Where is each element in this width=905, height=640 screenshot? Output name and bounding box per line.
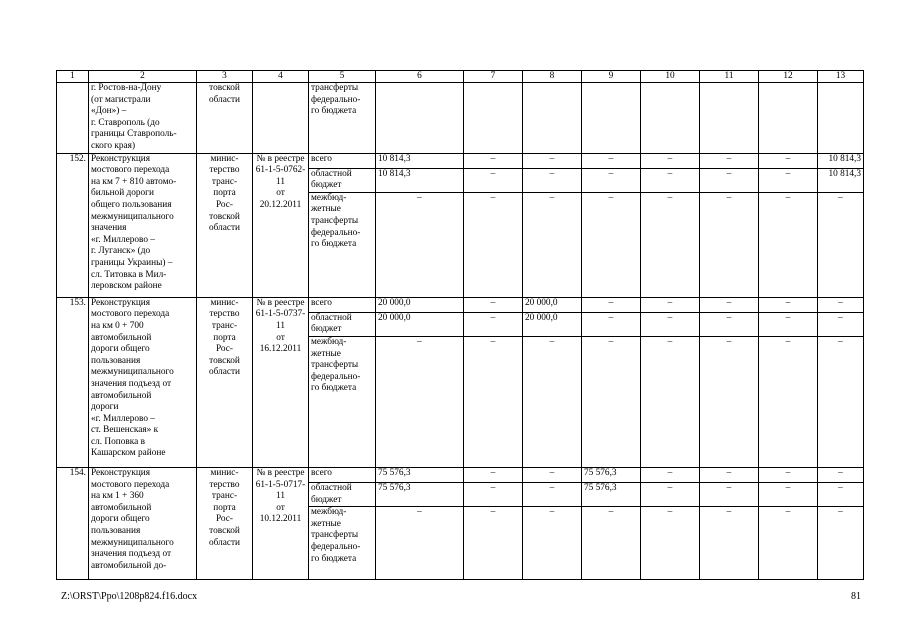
source-cell-line: межбюд- (311, 192, 347, 203)
value-cell: – (523, 507, 582, 580)
value-cell: – (759, 467, 818, 482)
registry-cell-line: от (276, 332, 285, 343)
responsible-cell-line: товской (209, 355, 240, 366)
row-number-cell: 152. (57, 153, 89, 297)
value-cell: – (464, 192, 523, 297)
registry-cell-line: от (276, 502, 285, 513)
value-cell (582, 83, 641, 154)
source-cell (309, 467, 376, 482)
value-cell: – (759, 192, 818, 297)
column-number-header: 3 (197, 71, 253, 83)
source-cell-line: федерально- (311, 371, 361, 382)
value-cell: – (464, 482, 523, 506)
object-name-cell-line: автомобильной до- (91, 560, 167, 571)
object-name-cell-line: автомобильной (91, 390, 152, 401)
value-cell: – (464, 153, 523, 168)
value-cell: – (523, 336, 582, 467)
source-cell-line: го бюджета (311, 553, 357, 564)
responsible-cell (197, 153, 253, 297)
value-cell: – (700, 482, 759, 506)
object-name-cell-line: сл. Поповка в (91, 436, 146, 447)
object-name-cell-line: г. Ростов-на-Дону (91, 83, 162, 93)
source-cell-line: трансферты (311, 530, 359, 541)
object-name-cell-line: значения (91, 223, 127, 234)
value-cell: – (700, 297, 759, 312)
object-name-cell-line: пользования (91, 525, 141, 536)
value-cell: 20 000,0 (523, 297, 582, 312)
value-cell (759, 83, 818, 154)
value-cell: – (700, 192, 759, 297)
responsible-cell-line: порта (213, 502, 236, 513)
value-cell: – (759, 312, 818, 336)
responsible-cell-line: транс- (211, 176, 238, 187)
responsible-cell (197, 467, 253, 579)
object-name-cell-line: значения подъезд от (91, 549, 172, 560)
source-cell-line: трансферты (311, 83, 359, 93)
responsible-cell-line: области (208, 94, 241, 105)
value-cell (523, 83, 582, 154)
value-cell: – (641, 312, 700, 336)
object-name-cell-line: автомобильной (91, 502, 152, 513)
source-cell-line: всего (311, 153, 332, 164)
value-cell: – (523, 482, 582, 506)
budget-table (56, 70, 864, 580)
responsible-cell (197, 297, 253, 467)
object-name-cell-line: г. Ставрополь (до (91, 117, 160, 128)
value-cell: – (464, 336, 523, 467)
column-number-header: 9 (582, 71, 641, 83)
value-cell: 75 576,3 (376, 482, 464, 506)
registry-cell (253, 297, 309, 467)
responsible-cell-line: транс- (211, 491, 238, 502)
object-name-cell-line: границы Украины) – (91, 257, 173, 268)
value-cell: – (641, 336, 700, 467)
object-name-cell (89, 467, 197, 579)
table-row (57, 467, 864, 482)
value-cell: – (523, 192, 582, 297)
source-cell (309, 336, 376, 467)
responsible-cell-line: Рос- (215, 199, 234, 210)
column-number-header: 7 (464, 71, 523, 83)
object-name-cell-line: межмуниципального (91, 537, 174, 548)
registry-cell-line: 11 (276, 176, 285, 187)
responsible-cell-line: Рос- (215, 344, 234, 355)
value-cell: 75 576,3 (376, 467, 464, 482)
value-cell: 10 814,3 (376, 168, 464, 192)
value-cell: – (700, 153, 759, 168)
responsible-cell-line: терство (209, 165, 240, 176)
registry-cell (253, 467, 309, 579)
value-cell: – (700, 467, 759, 482)
source-cell-line: всего (311, 297, 332, 308)
value-cell: – (818, 312, 864, 336)
responsible-cell-line: товской (209, 525, 240, 536)
value-cell: – (759, 168, 818, 192)
value-cell: – (641, 153, 700, 168)
value-cell: – (700, 336, 759, 467)
source-cell (309, 312, 376, 336)
value-cell: – (582, 192, 641, 297)
registry-cell-line: 11 (276, 491, 285, 502)
object-name-cell-line: Реконструкция (91, 153, 151, 164)
registry-cell-line: № в реестре (256, 297, 305, 308)
responsible-cell-line: порта (213, 188, 236, 199)
object-name-cell-line: ского края) (91, 140, 136, 151)
value-cell: 20 000,0 (376, 312, 464, 336)
object-name-cell (89, 297, 197, 467)
source-cell (309, 482, 376, 506)
source-cell-line: го бюджета (311, 106, 357, 117)
value-cell: – (818, 507, 864, 580)
column-number-header: 6 (376, 71, 464, 83)
object-name-cell-line: дороги (91, 402, 119, 413)
file-path: Z:\ORST\Ppo\1208p824.f16.docx (61, 591, 198, 602)
registry-cell-line: 61-1-5-0762- (255, 165, 306, 176)
value-cell: – (641, 168, 700, 192)
responsible-cell-line: терство (209, 309, 240, 320)
value-cell: – (759, 153, 818, 168)
value-cell: – (641, 297, 700, 312)
responsible-cell (197, 83, 253, 154)
source-cell-line: трансферты (311, 360, 359, 371)
value-cell (818, 83, 864, 154)
value-cell: 10 814,3 (818, 168, 864, 192)
value-cell: 75 576,3 (582, 467, 641, 482)
column-number-header: 1 (57, 71, 89, 83)
table-row (57, 153, 864, 168)
source-cell (309, 168, 376, 192)
responsible-cell-line: минис- (210, 467, 239, 478)
value-cell (641, 83, 700, 154)
value-cell: – (700, 312, 759, 336)
responsible-cell-line: области (208, 537, 241, 548)
responsible-cell-line: Рос- (215, 514, 234, 525)
value-cell: – (818, 467, 864, 482)
object-name-cell-line: на км 0 + 700 (91, 320, 144, 331)
value-cell: – (759, 507, 818, 580)
responsible-cell-line: области (208, 223, 241, 234)
object-name-cell (89, 153, 197, 297)
value-cell: – (582, 297, 641, 312)
object-name-cell-line: Реконструкция (91, 467, 151, 478)
source-cell-line: жетные (311, 348, 341, 359)
value-cell: 20 000,0 (523, 312, 582, 336)
source-cell-line: федерально- (311, 541, 361, 552)
value-cell: – (641, 482, 700, 506)
object-name-cell-line: автомобильной (91, 332, 152, 343)
object-name-cell-line: значения подъезд от (91, 378, 172, 389)
object-name-cell-line: дороги общего (91, 344, 150, 355)
value-cell: – (759, 482, 818, 506)
continued-row (57, 83, 864, 154)
source-cell-line: жетные (311, 518, 341, 529)
responsible-cell-line: области (208, 367, 241, 378)
value-cell: – (464, 168, 523, 192)
source-cell-line: областной (311, 312, 352, 323)
object-name-cell-line: ст. Вешенская» к (91, 425, 159, 436)
column-number-header: 13 (818, 71, 864, 83)
column-number-header: 2 (89, 71, 197, 83)
value-cell: – (818, 482, 864, 506)
value-cell: – (523, 153, 582, 168)
table-row (57, 297, 864, 312)
column-number-header: 10 (641, 71, 700, 83)
source-cell-line: го бюджета (311, 383, 357, 394)
column-number-header: 12 (759, 71, 818, 83)
value-cell: 10 814,3 (376, 153, 464, 168)
row-number-cell: 153. (57, 297, 89, 467)
source-cell-line: всего (311, 467, 332, 478)
value-cell: 75 576,3 (582, 482, 641, 506)
value-cell: – (759, 336, 818, 467)
value-cell: – (582, 153, 641, 168)
value-cell: – (582, 336, 641, 467)
value-cell (700, 83, 759, 154)
object-name-cell-line: мостового перехода (91, 479, 170, 490)
value-cell: – (464, 297, 523, 312)
responsible-cell-line: товской (209, 83, 240, 93)
header-row (57, 71, 864, 83)
registry-cell-line: № в реестре (256, 467, 305, 478)
value-cell: – (700, 507, 759, 580)
object-name-cell-line: межмуниципального (91, 211, 174, 222)
source-cell-line: областной (311, 482, 352, 493)
source-cell (309, 507, 376, 580)
registry-cell-line: 11 (276, 320, 285, 331)
object-name-cell-line: пользования (91, 355, 141, 366)
source-cell (309, 297, 376, 312)
value-cell: – (523, 467, 582, 482)
registry-cell-line: от (276, 188, 285, 199)
responsible-cell-line: порта (213, 332, 236, 343)
object-name-cell-line: Кашарском районе (91, 448, 166, 459)
object-name-cell-line: «Дон») – (91, 106, 127, 117)
responsible-cell-line: минис- (210, 153, 239, 164)
value-cell: – (818, 297, 864, 312)
source-cell-line: областной (311, 168, 352, 179)
value-cell: 20 000,0 (376, 297, 464, 312)
object-name-cell-line: границы Ставрополь- (91, 129, 177, 140)
source-cell-line: федерально- (311, 227, 361, 238)
object-name-cell-line: (от магистрали (91, 94, 151, 105)
source-cell-line: бюджет (311, 494, 342, 505)
value-cell: – (641, 467, 700, 482)
column-number-header: 8 (523, 71, 582, 83)
registry-cell (253, 83, 309, 154)
value-cell: – (582, 312, 641, 336)
source-cell-line: жетные (311, 204, 341, 215)
row-number-cell (57, 83, 89, 154)
source-cell-line: бюджет (311, 180, 342, 191)
value-cell: – (582, 507, 641, 580)
object-name-cell-line: леровском районе (91, 281, 162, 292)
value-cell: – (464, 467, 523, 482)
object-name-cell-line: «г. Миллерово – (91, 413, 155, 424)
registry-cell-line: 10.12.2011 (259, 514, 302, 525)
column-number-header: 11 (700, 71, 759, 83)
value-cell: – (376, 336, 464, 467)
source-cell (309, 153, 376, 168)
source-cell (309, 192, 376, 297)
value-cell: – (464, 312, 523, 336)
page-number: 81 (851, 591, 861, 602)
object-name-cell-line: на км 1 + 360 (91, 491, 144, 502)
object-name-cell-line: на км 7 + 810 автомо- (91, 176, 177, 187)
object-name-cell-line: общего пользования (91, 199, 172, 210)
registry-cell-line: 16.12.2011 (259, 344, 302, 355)
value-cell: – (641, 507, 700, 580)
source-cell (309, 83, 376, 154)
registry-cell-line: 20.12.2011 (259, 199, 302, 210)
value-cell: – (641, 192, 700, 297)
value-cell: – (759, 297, 818, 312)
source-cell-line: межбюд- (311, 507, 347, 518)
object-name-cell-line: г. Луганск» (до (91, 246, 151, 257)
registry-cell-line: 61-1-5-0717- (255, 479, 306, 490)
value-cell (464, 83, 523, 154)
value-cell: – (582, 168, 641, 192)
value-cell: – (818, 336, 864, 467)
value-cell: – (376, 507, 464, 580)
value-cell: – (818, 192, 864, 297)
object-name-cell-line: межмуниципального (91, 367, 174, 378)
object-name-cell-line: «г. Миллерово – (91, 234, 155, 245)
source-cell-line: го бюджета (311, 239, 357, 250)
source-cell-line: трансферты (311, 215, 359, 226)
row-number-cell: 154. (57, 467, 89, 579)
object-name-cell (89, 83, 197, 154)
object-name-cell-line: Реконструкция (91, 297, 151, 308)
object-name-cell-line: бильной дороги (91, 188, 154, 199)
responsible-cell-line: транс- (211, 320, 238, 331)
value-cell (376, 83, 464, 154)
column-number-header: 4 (253, 71, 309, 83)
registry-cell-line: № в реестре (256, 153, 305, 164)
column-number-header: 5 (309, 71, 376, 83)
object-name-cell-line: мостового перехода (91, 309, 170, 320)
value-cell: – (464, 507, 523, 580)
registry-cell (253, 153, 309, 297)
object-name-cell-line: дороги общего (91, 514, 150, 525)
source-cell-line: бюджет (311, 324, 342, 335)
responsible-cell-line: терство (209, 479, 240, 490)
value-cell: 10 814,3 (818, 153, 864, 168)
object-name-cell-line: мостового перехода (91, 165, 170, 176)
source-cell-line: федерально- (311, 94, 361, 105)
responsible-cell-line: товской (209, 211, 240, 222)
responsible-cell-line: минис- (210, 297, 239, 308)
value-cell: – (523, 168, 582, 192)
object-name-cell-line: сл. Титовка в Мил- (91, 269, 167, 280)
registry-cell-line: 61-1-5-0737- (255, 309, 306, 320)
source-cell-line: межбюд- (311, 336, 347, 347)
value-cell: – (700, 168, 759, 192)
value-cell: – (376, 192, 464, 297)
